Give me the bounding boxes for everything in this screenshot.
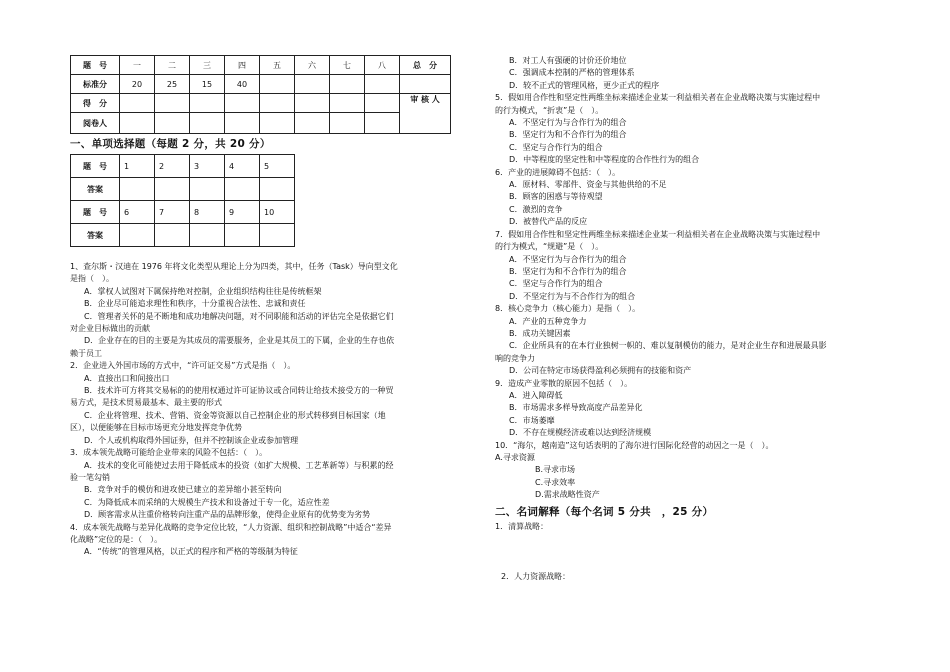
question-line: 2．企业进入外国市场的方式中，“许可证交易”方式是指（ ）。	[70, 361, 296, 371]
answer-cell: 3	[190, 155, 225, 178]
score-cell	[295, 113, 330, 134]
answer-cell: 1	[120, 155, 155, 178]
question-line: 区），以便能够在目标市场更充分地发挥竞争优势	[70, 423, 242, 433]
answer-table	[70, 154, 295, 247]
question-line: D．中等程度的坚定性和中等程度的合作性行为的组合	[509, 155, 700, 165]
score-table	[70, 55, 451, 134]
question-line: C．为降低成本而采纳的大规模生产技术和设备过于专一化，适应性差	[84, 497, 330, 507]
question-line: B．坚定行为和不合作行为的组合	[509, 266, 627, 276]
score-cell: 六	[295, 56, 330, 75]
question-line: A．技术的变化可能使过去用于降低成本的投资（如扩大规模、工艺革新等）与积累的经	[84, 460, 394, 470]
score-cell	[190, 94, 225, 113]
score-cell: 一	[120, 56, 155, 75]
question-line: 对企业目标做出的贡献	[70, 324, 150, 334]
section1-title: 一、单项选择题（每题 2 分，共 20 分）	[70, 138, 271, 150]
left-questions	[70, 261, 470, 559]
answer-input-cell[interactable]	[260, 224, 295, 247]
score-table-standard-row	[71, 75, 451, 94]
question-line: 4．成本领先战略与差异化战略的竞争定位比较，“人力资源、组织和控制战略”中适合“差异	[70, 522, 392, 532]
question-line: D．个人或机构取得外国证券，但并不控制该企业或参加管理	[84, 435, 299, 445]
score-cell	[260, 75, 295, 94]
answer-input-cell[interactable]	[120, 224, 155, 247]
question-line: A.寻求资源	[495, 453, 535, 462]
score-cell	[365, 75, 400, 94]
score-cell: 25	[155, 75, 190, 94]
question-line: D．企业存在的目的主要是为其成员的需要服务，企业是其员工的下属，企业的生存也依	[84, 336, 395, 346]
score-table-grader-row	[71, 113, 451, 134]
term-question-2: 2．人力资源战略：	[501, 572, 571, 582]
score-cell: 标准分	[71, 75, 120, 94]
question-line: C.寻求效率	[535, 477, 576, 487]
answer-table-row	[71, 224, 295, 247]
question-line: C．坚定与合作行为的组合	[509, 279, 603, 289]
question-line: 赖于员工	[70, 348, 102, 358]
answer-input-cell[interactable]	[155, 224, 190, 247]
question-line: C．管理者关怀的是不断地和成功地解决问题，对不同职能和活动的评估完全是依据它们	[84, 311, 394, 321]
score-cell	[260, 94, 295, 113]
score-cell	[155, 94, 190, 113]
answer-input-cell[interactable]	[155, 178, 190, 201]
answer-cell: 6	[120, 201, 155, 224]
answer-cell: 题 号	[71, 201, 120, 224]
answer-input-cell[interactable]	[225, 178, 260, 201]
answer-table-row	[71, 155, 295, 178]
question-line: A．“传统”的管理风格，以正式的程序和严格的等级制为特征	[84, 547, 298, 557]
question-line: B．顾客的困惑与等待观望	[509, 192, 603, 202]
right-column	[495, 55, 915, 583]
answer-cell: 题 号	[71, 155, 120, 178]
score-cell: 阅卷人	[71, 113, 120, 134]
score-cell	[190, 113, 225, 134]
score-cell: 40	[225, 75, 260, 94]
question-line: C．市场萎靡	[509, 415, 555, 425]
score-cell	[400, 75, 451, 94]
answer-cell: 8	[190, 201, 225, 224]
question-line: 9．造成产业零散的原因不包括（ ）。	[495, 378, 633, 388]
answer-input-cell[interactable]	[260, 178, 295, 201]
question-line: 验一笔勾销	[70, 472, 110, 482]
question-line: B．技术许可方将其交易标的的使用权通过许可证协议或合同转让给技术接受方的一种贸	[84, 386, 394, 396]
question-line: 化战略”定位的是：（ ）。	[70, 534, 163, 544]
score-cell	[365, 113, 400, 134]
question-line: B．企业尽可能追求理性和秩序，十分重视合法性、忠诚和责任	[84, 299, 306, 309]
score-cell	[365, 94, 400, 113]
question-line: A．原材料、零部件、资金与其他供给的不足	[509, 180, 667, 190]
score-table-header-row	[71, 56, 451, 75]
question-line: C．企业将管理、技术、营销、资金等资源以自己控制企业的形式转移到目标国家（地	[84, 410, 386, 420]
score-cell	[225, 94, 260, 113]
answer-table-row	[71, 201, 295, 224]
question-line: 5．假如用合作性和坚定性两维坐标来描述企业某一利益相关者在企业战略决策与实施过程中	[495, 93, 821, 103]
score-cell: 总 分	[400, 56, 451, 75]
answer-cell: 2	[155, 155, 190, 178]
question-line: D．不坚定行为与不合作行为的组合	[509, 291, 636, 301]
question-line: B．市场需求多样导致高度产品差异化	[509, 403, 643, 413]
answer-cell: 5	[260, 155, 295, 178]
answer-input-cell[interactable]	[190, 224, 225, 247]
score-cell: 题 号	[71, 56, 120, 75]
answer-cell: 答案	[71, 178, 120, 201]
question-line: C．企业所具有的在本行业独树一帜的、难以复制模仿的能力，是对企业生存和进展最具影	[509, 341, 827, 351]
answer-input-cell[interactable]	[190, 178, 225, 201]
question-line: 1、查尔斯・汉迪在 1976 年将文化类型从理论上分为四类，其中，任务（Task）导向型文化	[70, 262, 398, 271]
question-line: B．对工人有强硬的讨价还价地位	[509, 56, 627, 65]
question-line: A．进入障碍低	[509, 390, 563, 400]
question-line: B.寻求市场	[535, 465, 576, 475]
question-line: C．坚定与合作行为的组合	[509, 142, 603, 152]
score-table-score-row	[71, 94, 451, 113]
question-line: D．公司在特定市场获得盈利必须拥有的技能和资产	[509, 366, 692, 376]
question-line: 易方式，是技术贸易最基本、最主要的形式	[70, 398, 222, 408]
score-cell	[330, 113, 365, 134]
answer-cell: 9	[225, 201, 260, 224]
question-line: D．不存在规模经济或难以达到经济规模	[509, 428, 652, 438]
score-cell	[225, 113, 260, 134]
score-cell	[120, 113, 155, 134]
left-column	[70, 55, 470, 559]
score-cell	[155, 113, 190, 134]
score-cell	[260, 113, 295, 134]
score-cell: 得 分	[71, 94, 120, 113]
question-line: D．被替代产品的反应	[509, 217, 588, 227]
question-line: B．竞争对手的模仿和进攻使已建立的差异缩小甚至转向	[84, 485, 282, 495]
question-line: D．顾客需求从注重价格转向注重产品的品牌形象，使得企业原有的优势变为劣势	[84, 510, 371, 520]
question-line: 8．核心竞争力（核心能力）是指（ ）。	[495, 304, 641, 314]
score-cell: 二	[155, 56, 190, 75]
term-question-1: 1．清算战略：	[495, 521, 549, 531]
question-line: A．掌权人试图对下属保持绝对控制，企业组织结构往往是传统框架	[84, 286, 322, 296]
question-line: 6．产业的进展障碍不包括：（ ）。	[495, 167, 621, 177]
score-cell	[295, 94, 330, 113]
score-cell: 15	[190, 75, 225, 94]
question-line: A．不坚定行为与合作行为的组合	[509, 118, 627, 128]
score-cell: 20	[120, 75, 155, 94]
score-cell	[295, 75, 330, 94]
score-cell	[120, 94, 155, 113]
answer-cell: 10	[260, 201, 295, 224]
answer-input-cell[interactable]	[120, 178, 155, 201]
question-line: 的行为模式，“规避”是（ ）。	[495, 242, 604, 252]
score-cell: 七	[330, 56, 365, 75]
question-line: D.需求战略性资产	[535, 490, 600, 500]
score-cell: 三	[190, 56, 225, 75]
question-line: C．激烈的竞争	[509, 204, 563, 214]
section2-title: 二、名词解释（每个名词 5 分共 ，25 分）	[495, 505, 714, 518]
question-line: B．成功关键因素	[509, 328, 571, 338]
answer-input-cell[interactable]	[225, 224, 260, 247]
answer-cell: 答案	[71, 224, 120, 247]
question-line: A．产业的五种竞争力	[509, 316, 587, 326]
answer-cell: 4	[225, 155, 260, 178]
question-line: 是指（ ）。	[70, 274, 114, 284]
answer-cell: 7	[155, 201, 190, 224]
question-line: D．较不正式的管理风格，更少正式的程序	[509, 80, 660, 90]
question-line: 响的竞争力	[495, 353, 535, 363]
question-line: C．强调成本控制的严格的管理体系	[509, 68, 635, 78]
right-questions	[495, 55, 915, 502]
score-cell: 八	[365, 56, 400, 75]
score-cell: 四	[225, 56, 260, 75]
reviewer-cell: 审 核 人	[400, 94, 451, 134]
question-line: 7．假如用合作性和坚定性两维坐标来描述企业某一利益相关者在企业战略决策与实施过程中	[495, 229, 821, 239]
score-cell	[330, 75, 365, 94]
question-line: 3．成本领先战略可能给企业带来的风险不包括：（ ）。	[70, 448, 268, 458]
question-line: A．直接出口和间接出口	[84, 373, 170, 383]
score-cell	[330, 94, 365, 113]
answer-space[interactable]	[495, 533, 915, 571]
question-line: 10．“海尔，越南造”这句话表明的了海尔进行国际化经营的动因之一是（ ）。	[495, 440, 774, 450]
question-line: A．不坚定行为与合作行为的组合	[509, 254, 627, 264]
question-line: 的行为模式，“折衷”是（ ）。	[495, 105, 604, 115]
question-line: B．坚定行为和不合作行为的组合	[509, 130, 627, 140]
answer-table-row	[71, 178, 295, 201]
score-cell: 五	[260, 56, 295, 75]
